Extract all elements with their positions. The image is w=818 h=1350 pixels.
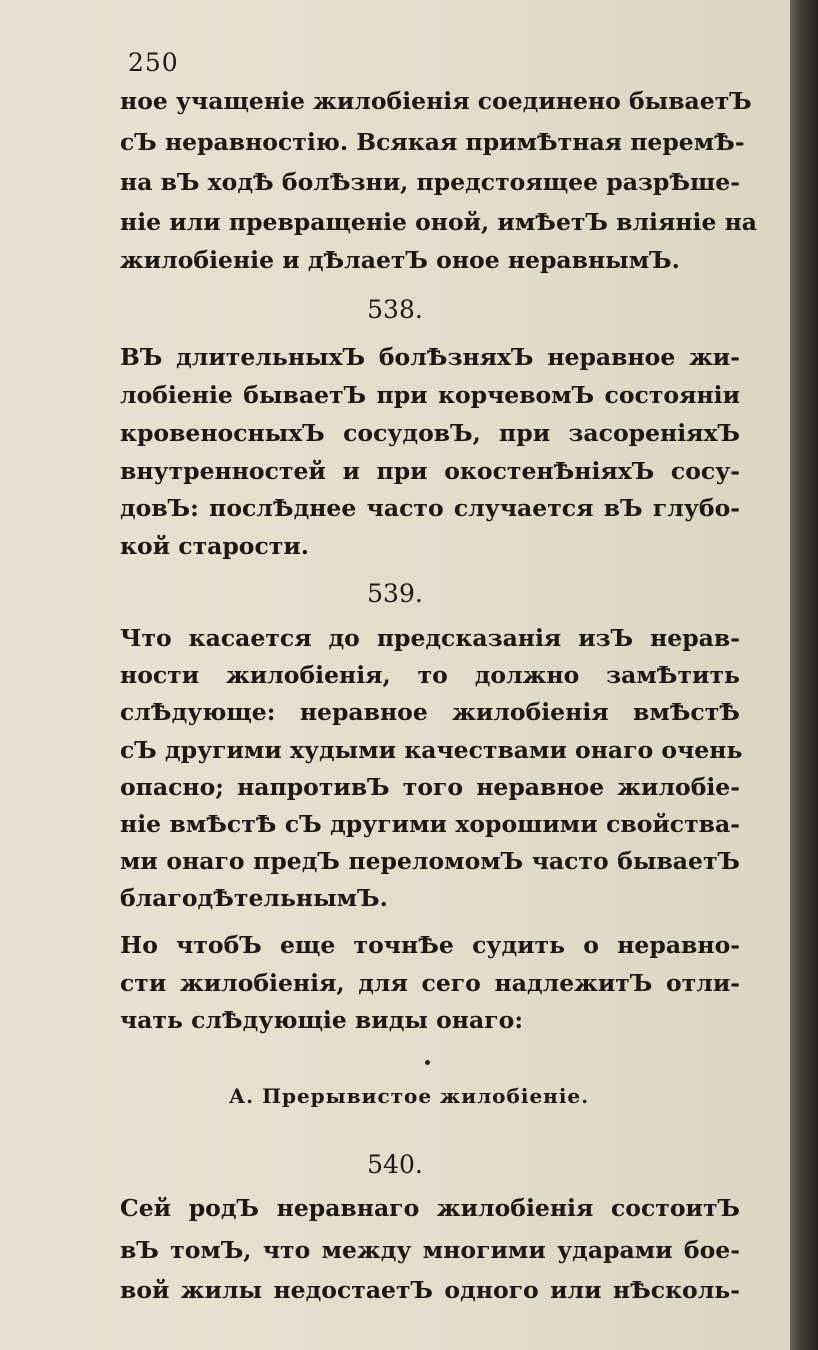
page-number: 250 [128,48,179,77]
paragraph-1-line-5: жилобіеніе и дѢлаетЪ оное неравнымЪ. [120,246,680,274]
section-number-538: 538. [367,295,423,324]
paragraph-3-line-6: ніе вмѢстѢ сЪ другими хорошими свойства- [120,810,740,838]
page-binding-edge [790,0,818,1350]
paragraph-3-line-1: Что касается до предсказанія изЪ нерав- [120,624,740,652]
paragraph-3-line-5: опасно; напротивЪ того неравное жилобіе- [120,773,740,801]
paragraph-1-line-4: ніе или превращеніе оной, имѢетЪ вліяніе на [120,208,758,236]
paragraph-4-line-3: чать слѢдующіе виды онаго: [120,1006,523,1034]
paragraph-4-line-1: Но чтобЪ еще точнѢе судить о неравно- [120,931,740,959]
paragraph-2-line-5: довЪ: послѢднее часто случается вЪ глубо- [120,494,740,522]
paragraph-5-line-1: Сей родЪ неравнаго жилобіенія состоитЪ [120,1194,740,1222]
paragraph-2-line-6: кой старости. [120,532,309,560]
paragraph-2-line-2: лобіеніе бываетЪ при корчевомЪ состояніи [120,381,740,409]
ink-dot [425,1060,430,1065]
paragraph-4-line-2: сти жилобіенія, для сего надлежитЪ отли- [120,969,740,997]
paragraph-3-line-4: сЪ другими худыми качествами онаго очень [120,736,743,764]
paragraph-2-line-3: кровеносныхЪ сосудовЪ, при засореніяхЪ [120,419,740,447]
subheading: А. Прерывистое жилобіеніе. [228,1084,590,1108]
paragraph-1-line-3: на вЪ ходѢ болѢзни, предстоящее разрѢше- [120,168,740,196]
paragraph-5-line-2: вЪ томЪ, что между многими ударами бое- [120,1236,740,1264]
paragraph-3-line-7: ми онаго предЪ переломомЪ часто бываетЪ [120,847,740,875]
paragraph-3-line-2: ности жилобіенія, то должно замѢтить [120,661,740,689]
paragraph-2-line-4: внутренностей и при окостенѢніяхЪ сосу- [120,457,740,485]
paragraph-5-line-3: вой жилы недостаетЪ одного или нѢсколь- [120,1276,740,1304]
paragraph-1-line-2: сЪ неравностію. Всякая примѢтная перемѢ- [120,128,745,156]
paragraph-3-line-8: благодѢтельнымЪ. [120,884,388,912]
paragraph-2-line-1: ВЪ длительныхЪ болѢзняхЪ неравное жи- [120,343,740,371]
paragraph-1-line-1: ное учащеніе жилобіенія соединено бываетЪ [120,87,752,115]
paragraph-3-line-3: слѢдующе: неравное жилобіенія вмѢстѢ [120,698,740,726]
section-number-540: 540. [367,1150,423,1179]
section-number-539: 539. [367,579,423,608]
